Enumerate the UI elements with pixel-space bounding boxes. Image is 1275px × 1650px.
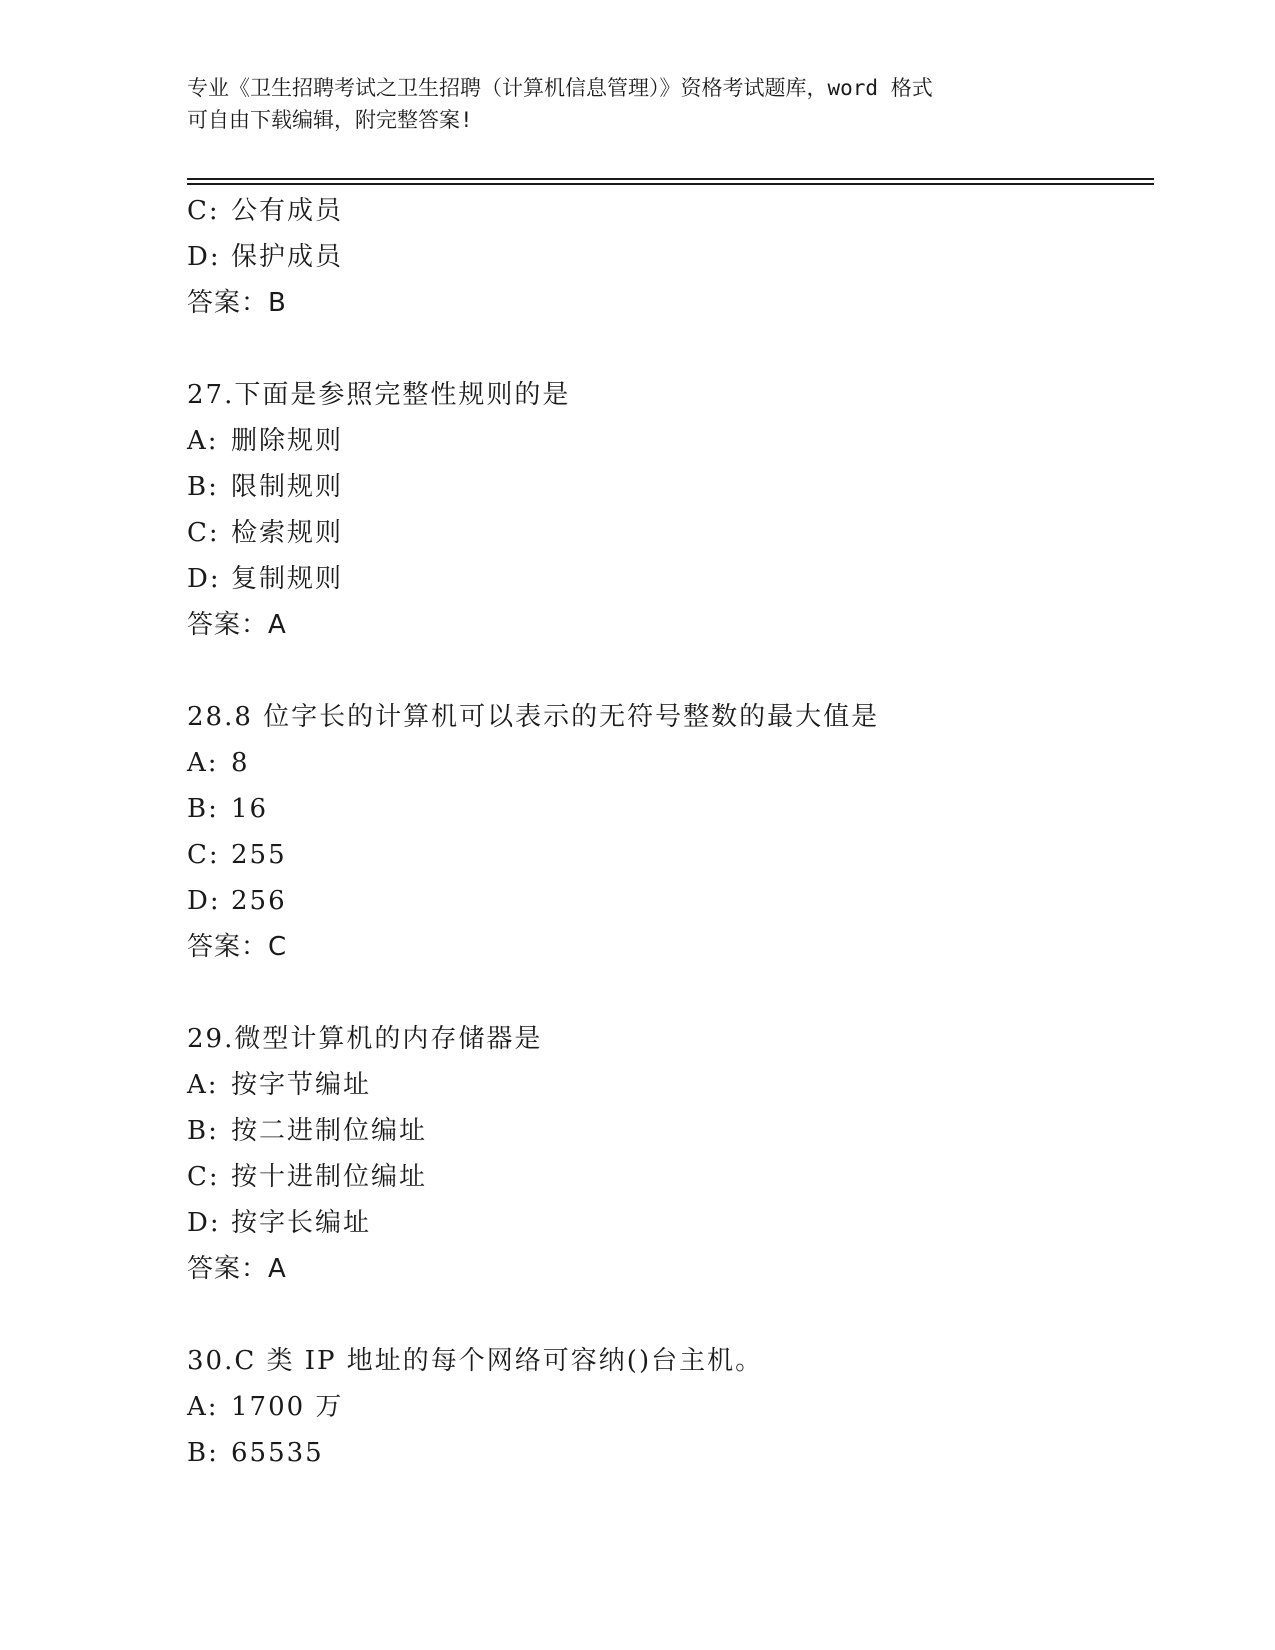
option-text: 8 <box>231 748 250 778</box>
header-divider-bottom <box>187 183 1154 185</box>
question-26-continued <box>187 192 1147 330</box>
question-stem: 27.下面是参照完整性规则的是 <box>187 380 571 410</box>
question-stem: 30.C 类 IP 地址的每个网络可容纳()台主机。 <box>187 1346 764 1376</box>
header-line-2: 可自由下载编辑，附完整答案! <box>187 108 473 132</box>
document-header <box>187 72 1087 136</box>
option-a <box>187 744 1147 790</box>
answer-line: 答案：B <box>187 288 287 318</box>
option-d <box>187 560 1147 606</box>
option-b <box>187 468 1147 514</box>
spacer <box>187 652 1147 698</box>
option-text: 1700 万 <box>231 1392 344 1422</box>
question-30 <box>187 1342 1147 1480</box>
option-text: 按二进制位编址 <box>231 1116 428 1146</box>
spacer <box>187 330 1147 376</box>
option-c <box>187 1158 1147 1204</box>
option-text: 按字长编址 <box>231 1208 372 1238</box>
option-label: B: <box>187 1116 219 1146</box>
option-label: C: <box>187 1162 220 1192</box>
option-label: B: <box>187 1438 219 1468</box>
header-divider-top <box>187 178 1154 180</box>
option-a <box>187 422 1147 468</box>
option-text: 65535 <box>231 1438 324 1468</box>
option-b <box>187 790 1147 836</box>
question-stem: 29.微型计算机的内存储器是 <box>187 1024 543 1054</box>
option-text: 按字节编址 <box>231 1070 372 1100</box>
question-29 <box>187 1020 1147 1296</box>
answer-line: 答案：C <box>187 932 288 962</box>
option-c <box>187 836 1147 882</box>
option-text: 255 <box>231 840 287 870</box>
option-text: 按十进制位编址 <box>231 1162 428 1192</box>
option-label: A: <box>187 1392 219 1422</box>
answer-line: 答案：A <box>187 1254 287 1284</box>
option-a <box>187 1388 1147 1434</box>
option-d <box>187 1204 1147 1250</box>
option-label: A: <box>187 748 219 778</box>
spacer <box>187 974 1147 1020</box>
option-text: 16 <box>231 794 269 824</box>
answer-line: 答案：A <box>187 610 287 640</box>
option-text: 限制规则 <box>231 472 344 502</box>
header-line-1: 专业《卫生招聘考试之卫生招聘（计算机信息管理）》资格考试题库，word 格式 <box>187 76 933 100</box>
option-label: D: <box>187 1208 221 1238</box>
question-28 <box>187 698 1147 974</box>
spacer <box>187 1296 1147 1342</box>
option-text: 复制规则 <box>231 564 344 594</box>
option-label: A: <box>187 1070 219 1100</box>
option-label: D: <box>187 564 221 594</box>
option-d <box>187 238 1147 284</box>
option-label: B: <box>187 472 219 502</box>
option-b <box>187 1112 1147 1158</box>
option-text: 256 <box>231 886 287 916</box>
option-label: C: <box>187 840 220 870</box>
option-text: 删除规则 <box>231 426 344 456</box>
option-label: D: <box>187 242 221 272</box>
option-c <box>187 192 1147 238</box>
question-27 <box>187 376 1147 652</box>
option-text: 检索规则 <box>231 518 344 548</box>
option-label: C: <box>187 518 220 548</box>
option-a <box>187 1066 1147 1112</box>
option-label: B: <box>187 794 219 824</box>
option-text: 保护成员 <box>231 242 344 272</box>
option-d <box>187 882 1147 928</box>
option-label: C: <box>187 196 220 226</box>
question-list <box>187 192 1147 1480</box>
option-text: 公有成员 <box>231 196 344 226</box>
question-stem: 28.8 位字长的计算机可以表示的无符号整数的最大值是 <box>187 702 880 732</box>
option-label: D: <box>187 886 221 916</box>
option-label: A: <box>187 426 219 456</box>
option-b <box>187 1434 1147 1480</box>
option-c <box>187 514 1147 560</box>
